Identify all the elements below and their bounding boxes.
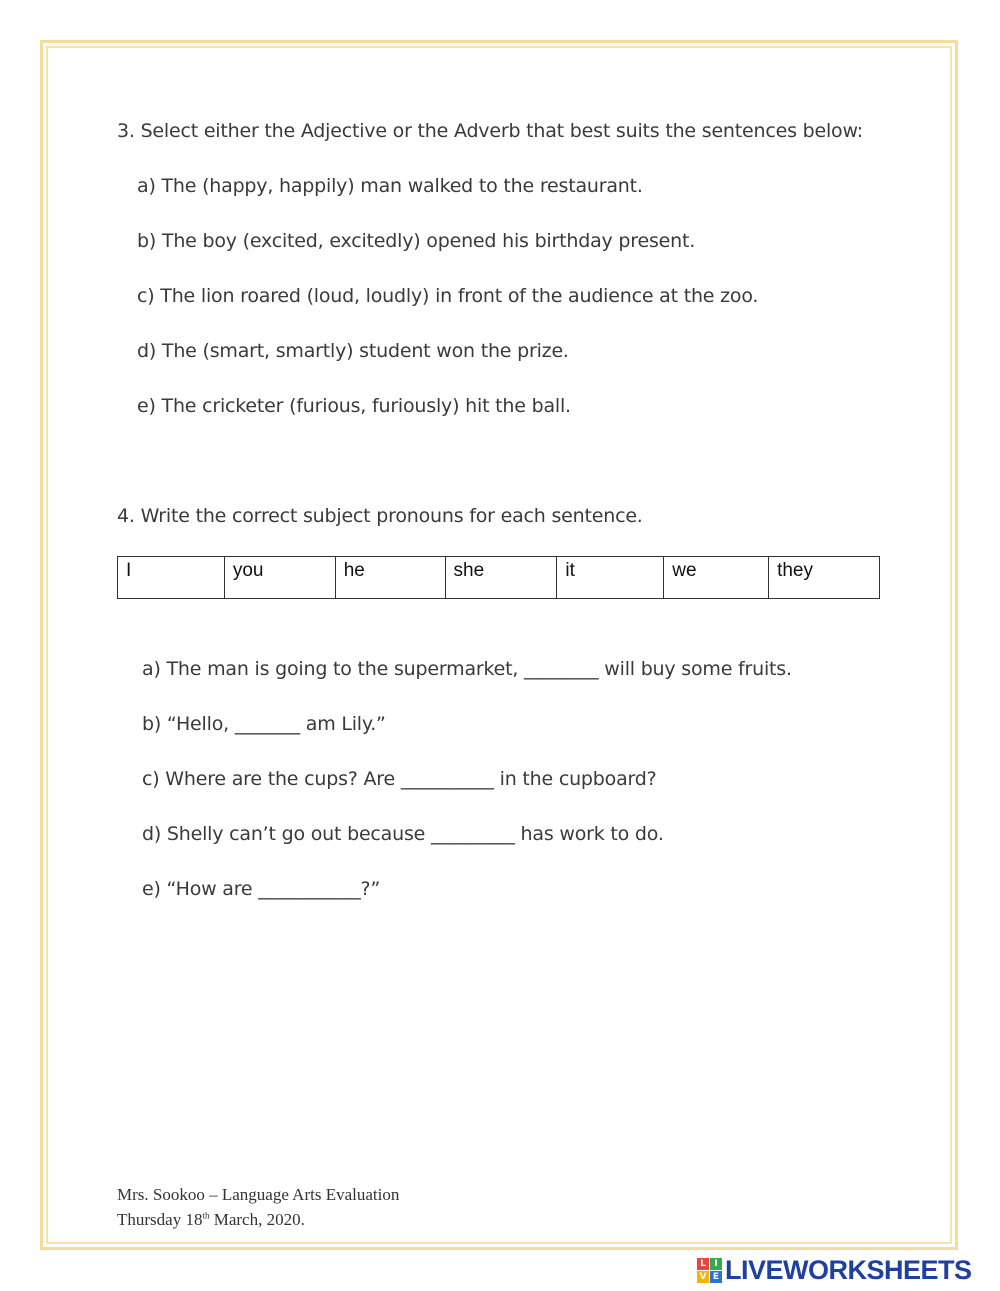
footer-ordinal: th [202, 1210, 210, 1221]
pronoun-cell-they: they [769, 557, 880, 599]
footer-line-2 [117, 1210, 305, 1230]
pronoun-cell-i: I [118, 557, 225, 599]
pronoun-row [118, 557, 880, 599]
q3-item-a: a) The (happy, happily) man walked to the restaurant. [137, 175, 643, 197]
logo-block-v: V [697, 1271, 709, 1283]
question-4-heading: 4. Write the correct subject pronouns for each sentence. [117, 505, 643, 527]
logo-block-e: E [710, 1271, 722, 1283]
q3-item-e: e) The cricketer (furious, furiously) hit the ball. [137, 395, 571, 417]
footer-line-1: Mrs. Sookoo – Language Arts Evaluation [117, 1185, 400, 1204]
q4-item-d: d) Shelly can’t go out because _________ has work to do. [142, 823, 664, 845]
pronoun-cell-we: we [664, 557, 769, 599]
q4-item-c: c) Where are the cups? Are __________ in the cupboard? [142, 768, 657, 790]
pronoun-table [117, 556, 880, 599]
logo-icon [697, 1258, 722, 1283]
q4-item-b: b) “Hello, _______ am Lily.” [142, 713, 386, 735]
pronoun-cell-she: she [445, 557, 557, 599]
liveworksheets-logo [697, 1254, 972, 1285]
q4-item-e: e) “How are ___________?” [142, 878, 381, 900]
question-3-heading: 3. Select either the Adjective or the Adverb that best suits the sentences below: [117, 120, 863, 142]
footer-day: Thursday 18 [117, 1210, 203, 1229]
pronoun-cell-it: it [557, 557, 664, 599]
page-border-inner [46, 46, 952, 1244]
logo-block-i: I [710, 1258, 722, 1270]
brand-text: LIVEWORKSHEETS [725, 1254, 972, 1285]
q4-item-a: a) The man is going to the supermarket, ________ will buy some fruits. [142, 658, 792, 680]
footer-month-year: March, 2020. [209, 1210, 305, 1229]
pronoun-cell-he: he [335, 557, 445, 599]
pronoun-cell-you: you [224, 557, 335, 599]
q3-item-c: c) The lion roared (loud, loudly) in front of the audience at the zoo. [137, 285, 759, 307]
logo-block-l: L [697, 1258, 709, 1270]
q3-item-b: b) The boy (excited, excitedly) opened his birthday present. [137, 230, 696, 252]
q3-item-d: d) The (smart, smartly) student won the prize. [137, 340, 569, 362]
